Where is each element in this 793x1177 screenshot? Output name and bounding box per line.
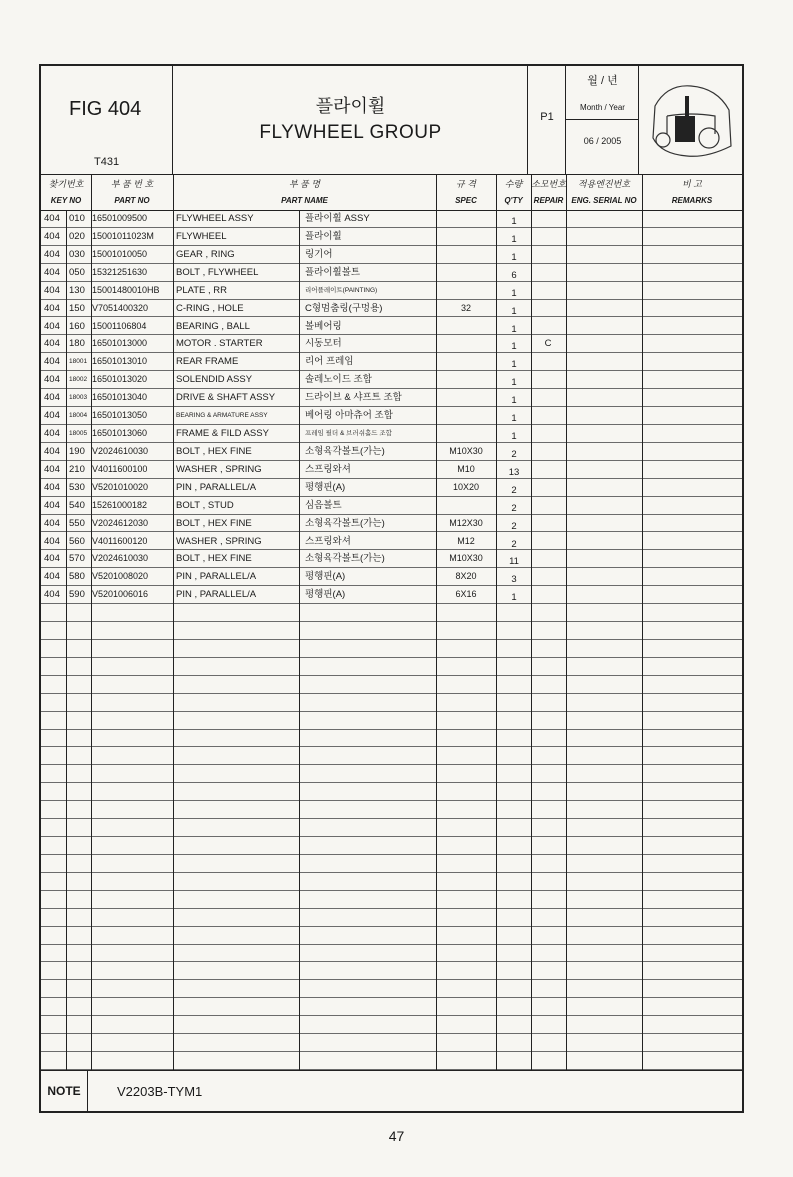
- table-row: [41, 694, 742, 712]
- part-name-korean: 드라이브 & 샤프트 조합: [305, 392, 402, 404]
- col-part-name: [173, 174, 436, 210]
- repair-code: [531, 371, 565, 388]
- table-row: [41, 282, 742, 300]
- part-name-korean: 플라이휠 ASSY: [305, 213, 370, 224]
- part-name-english: REAR FRAME: [176, 356, 239, 368]
- key-group: 404: [44, 338, 60, 350]
- key-number: 580: [69, 571, 85, 583]
- part-name-english: BEARING & ARMATURE ASSY: [176, 412, 268, 420]
- spec-value: M12X30: [449, 517, 483, 528]
- col-part-no: [91, 174, 173, 210]
- part-number: 16501013060: [92, 428, 148, 438]
- fig-cell: [41, 66, 173, 174]
- part-number: 15001480010HB: [92, 284, 160, 295]
- title-korean: 플라이휠: [315, 96, 386, 117]
- col-part-name-en: PART NAME: [281, 196, 328, 205]
- table-row: [41, 676, 742, 694]
- part-name-english: FLYWHEEL ASSY: [176, 213, 254, 224]
- page-cell: [528, 66, 566, 174]
- part-name-korean: 리어플레이트(PAINTING): [305, 286, 378, 294]
- key-group: 404: [44, 499, 60, 511]
- key-group: 404: [44, 428, 60, 439]
- table-row: [41, 1034, 742, 1052]
- table-row: [41, 515, 742, 533]
- tractor-icon: [647, 76, 735, 164]
- table-row: [41, 210, 742, 228]
- table-row: [41, 801, 742, 819]
- key-number: 190: [69, 445, 85, 457]
- part-name-korean: 소형육각볼트(가는): [305, 445, 385, 457]
- image-cell: [639, 66, 742, 174]
- key-group: 404: [44, 284, 60, 296]
- repair-code: [531, 389, 565, 406]
- spec-value: [437, 425, 495, 442]
- part-name-english: BEARING , BALL: [176, 320, 250, 332]
- table-row: [41, 891, 742, 909]
- key-group: 404: [44, 392, 60, 404]
- part-name-korean: 스프링와셔: [305, 463, 351, 475]
- key-number: 560: [69, 535, 85, 547]
- parts-sheet: [39, 64, 744, 1113]
- part-name-english: BOLT , FLYWHEEL: [176, 266, 259, 278]
- part-number: V2024610030: [92, 445, 149, 456]
- part-number: 16501009500: [92, 213, 148, 223]
- key-number: 18004: [69, 412, 88, 420]
- part-name-english: BOLT , STUD: [176, 499, 234, 511]
- spec-value: 8X20: [455, 571, 477, 582]
- qty-value: 1: [511, 413, 517, 425]
- key-number: 020: [69, 230, 85, 242]
- part-name-korean: 소형육각볼트(가는): [305, 553, 385, 565]
- part-name-korean: 플라이휠볼트: [305, 266, 361, 278]
- qty-value: 2: [511, 484, 517, 496]
- table-row: [41, 568, 742, 586]
- grid-line: [91, 174, 92, 1070]
- part-name-english: MOTOR . STARTER: [176, 338, 263, 350]
- part-name-korean: 링기어: [305, 248, 333, 260]
- key-number: 210: [69, 463, 85, 475]
- qty-value: 1: [511, 305, 517, 317]
- repair-code: [531, 318, 565, 335]
- qty-value: 2: [511, 538, 517, 550]
- part-name-korean: C형멈춤링(구멍용): [305, 302, 383, 314]
- repair-code: [531, 533, 565, 550]
- part-name-english: WASHER , SPRING: [176, 535, 262, 547]
- col-spec-en: SPEC: [455, 196, 477, 205]
- part-name-korean: 플라이휠: [305, 230, 342, 242]
- part-number: V2024612030: [92, 517, 149, 528]
- table-row: [41, 604, 742, 622]
- part-name-korean: 심음볼트: [305, 499, 342, 511]
- part-name-korean: 리어 프레임: [305, 356, 354, 368]
- part-name-english: PIN , PARALLEL/A: [176, 589, 257, 601]
- part-name-english: FRAME & FILD ASSY: [176, 428, 269, 439]
- table-row: [41, 461, 742, 479]
- spec-value: [437, 353, 495, 370]
- repair-code: [531, 407, 565, 424]
- key-number: 050: [69, 266, 85, 278]
- part-number: V2024610030: [92, 553, 149, 564]
- part-name-korean: 베어링 아마츄어 조합: [305, 410, 393, 422]
- key-group: 404: [44, 589, 60, 601]
- spec-value: [437, 210, 495, 227]
- col-remarks: [642, 174, 742, 210]
- table-row: [41, 909, 742, 927]
- table-row: [41, 407, 742, 425]
- key-group: 404: [44, 571, 60, 583]
- table-row: [41, 963, 742, 981]
- table-row: [41, 855, 742, 873]
- table-row: [41, 264, 742, 282]
- title-english: FLYWHEEL GROUP: [259, 122, 442, 143]
- qty-value: 2: [511, 520, 517, 532]
- table-row: [41, 533, 742, 551]
- spec-value: [437, 282, 495, 299]
- key-group: 404: [44, 535, 60, 547]
- part-number: 15001011023M: [92, 230, 154, 241]
- date-value: 06 / 2005: [583, 135, 622, 146]
- key-group: 404: [44, 374, 60, 386]
- part-name-english: DRIVE & SHAFT ASSY: [176, 392, 276, 404]
- spec-value: [437, 389, 495, 406]
- key-group: 404: [44, 463, 60, 475]
- col-serial-en: ENG. SERIAL NO: [571, 196, 637, 205]
- part-number: 16501013040: [92, 392, 148, 403]
- table-row: [41, 425, 742, 443]
- qty-value: 6: [511, 269, 517, 281]
- repair-code: [531, 461, 565, 478]
- col-part-no-en: PART NO: [114, 196, 150, 205]
- table-row: [41, 998, 742, 1016]
- title-cell: [173, 66, 528, 174]
- spec-value: [437, 407, 495, 424]
- key-group: 404: [44, 410, 60, 422]
- key-number: 160: [69, 320, 85, 332]
- qty-value: 1: [511, 431, 517, 442]
- repair-code: [531, 300, 565, 317]
- part-name-english: BOLT , HEX FINE: [176, 553, 252, 565]
- key-number: 030: [69, 248, 85, 260]
- date-label-korean: 월 / 년: [587, 75, 618, 87]
- table-row: [41, 819, 742, 837]
- date-cell: [566, 66, 639, 174]
- spec-value: [437, 371, 495, 388]
- grid-line: [66, 210, 67, 1070]
- fig-number: FIG 404: [69, 98, 142, 120]
- spec-value: 6X16: [455, 589, 477, 600]
- part-number: V5201010020: [92, 481, 149, 492]
- key-group: 404: [44, 356, 60, 368]
- key-number: 150: [69, 302, 85, 314]
- part-name-korean: 평행핀(A): [305, 589, 346, 601]
- table-row: [41, 318, 742, 336]
- part-number: 16501013000: [92, 338, 148, 349]
- repair-code: [531, 568, 565, 585]
- table-row: [41, 658, 742, 676]
- spec-value: 10X20: [452, 481, 480, 492]
- grid-line: [566, 174, 567, 1070]
- part-number: V4011600120: [92, 535, 148, 546]
- key-group: 404: [44, 266, 60, 278]
- repair-code: [531, 479, 565, 496]
- spec-value: [437, 497, 495, 514]
- part-number: 15321251630: [92, 266, 148, 277]
- date-label-english: Month / Year: [566, 96, 639, 120]
- repair-code: [531, 210, 565, 227]
- qty-value: 2: [511, 448, 517, 460]
- part-number: 16501013050: [92, 410, 148, 421]
- part-number: 16501013010: [92, 356, 148, 367]
- note-label: NOTE: [41, 1071, 88, 1112]
- key-number: 18002: [69, 376, 88, 384]
- repair-code: [531, 228, 565, 245]
- key-number: 130: [69, 284, 85, 296]
- part-name-korean: 시동모터: [305, 338, 342, 350]
- table-row: [41, 479, 742, 497]
- repair-code: [531, 425, 565, 442]
- table-row: [41, 353, 742, 371]
- repair-code: [531, 515, 565, 532]
- sheet-page: P1: [540, 111, 554, 123]
- table-row: [41, 730, 742, 748]
- key-number: 18005: [69, 430, 88, 437]
- table-row: [41, 927, 742, 945]
- repair-code: [531, 497, 565, 514]
- col-key-ko: 찾기번호: [48, 179, 84, 189]
- spec-value: M12: [457, 535, 475, 546]
- part-number: 16501013020: [92, 374, 148, 385]
- repair-code: [531, 443, 565, 460]
- part-name-korean: 평행핀(A): [305, 481, 346, 493]
- col-serial: [566, 174, 642, 210]
- grid-line: [436, 174, 437, 1070]
- spec-value: [437, 246, 495, 263]
- key-group: 404: [44, 230, 60, 242]
- repair-code: [531, 246, 565, 263]
- qty-value: 3: [511, 574, 517, 586]
- col-repair: [531, 174, 566, 210]
- parts-table-body: [41, 210, 742, 1070]
- key-number: 530: [69, 481, 85, 493]
- part-number: 15261000182: [92, 499, 148, 510]
- col-repair-en: REPAIR: [533, 196, 564, 205]
- repair-code: [531, 264, 565, 281]
- qty-value: 1: [511, 341, 517, 353]
- grid-line: [299, 210, 300, 1070]
- table-row: [41, 371, 742, 389]
- part-name-english: PLATE , RR: [176, 284, 228, 296]
- part-number: 15001010050: [92, 248, 148, 259]
- table-row: [41, 748, 742, 766]
- part-name-english: GEAR , RING: [176, 248, 235, 260]
- spec-value: M10X30: [449, 553, 483, 564]
- table-row: [41, 497, 742, 515]
- col-qty: [496, 174, 531, 210]
- key-group: 404: [44, 481, 60, 493]
- part-name-korean: 볼베어링: [305, 320, 342, 332]
- key-group: 404: [44, 320, 60, 332]
- key-number: 010: [69, 213, 85, 224]
- part-name-korean: 스프링와셔: [305, 535, 351, 547]
- table-row: [41, 443, 742, 461]
- col-qty-ko: 수량: [504, 179, 523, 189]
- key-group: 404: [44, 248, 60, 260]
- sheet-header: [41, 66, 742, 175]
- col-repair-ko: 소모번호: [531, 179, 566, 189]
- qty-value: 1: [511, 377, 517, 389]
- part-name-korean: 평행핀(A): [305, 571, 346, 583]
- grid-line: [173, 174, 174, 1070]
- spec-value: 32: [460, 302, 471, 313]
- repair-code: [531, 550, 565, 567]
- grid-line: [496, 174, 497, 1070]
- table-row: [41, 837, 742, 855]
- spec-value: [437, 228, 495, 245]
- key-number: 550: [69, 517, 85, 529]
- part-name-english: PIN , PARALLEL/A: [176, 481, 257, 493]
- part-name-english: FLYWHEEL: [176, 230, 227, 242]
- table-row: [41, 980, 742, 998]
- qty-value: 2: [511, 502, 517, 514]
- qty-value: 13: [508, 466, 520, 478]
- part-number: 15001106804: [92, 320, 147, 331]
- key-group: 404: [44, 445, 60, 457]
- key-group: 404: [44, 302, 60, 314]
- spec-value: [437, 335, 495, 352]
- table-row: [41, 1016, 742, 1034]
- col-part-no-ko: 부 품 번 호: [110, 179, 154, 189]
- qty-value: 1: [511, 592, 517, 604]
- grid-line: [531, 174, 532, 1070]
- part-name-english: BOLT , HEX FINE: [176, 445, 252, 457]
- part-name-english: C-RING , HOLE: [176, 302, 244, 314]
- part-number: V7051400320: [92, 302, 149, 313]
- part-name-korean: 프레임 필더 & 브러쉬홀드 조합: [305, 430, 392, 437]
- grid-line: [642, 174, 643, 1070]
- table-row: [41, 586, 742, 604]
- key-group: 404: [44, 553, 60, 565]
- qty-value: 1: [511, 233, 517, 245]
- part-name-english: BOLT , HEX FINE: [176, 517, 252, 529]
- table-row: [41, 300, 742, 318]
- part-number: V4011600100: [92, 463, 148, 474]
- note-text: V2203B-TYM1: [117, 1084, 203, 1099]
- part-name-english: PIN , PARALLEL/A: [176, 571, 257, 583]
- spec-value: M10: [457, 463, 475, 474]
- table-row: [41, 622, 742, 640]
- table-row: [41, 765, 742, 783]
- spec-value: [437, 318, 495, 335]
- repair-code: C: [544, 338, 552, 350]
- table-row: [41, 640, 742, 658]
- note-row: [41, 1070, 742, 1112]
- table-row: [41, 945, 742, 963]
- col-part-name-ko: 부 품 명: [288, 179, 321, 189]
- repair-code: [531, 586, 565, 603]
- table-row: [41, 1052, 742, 1070]
- table-row: [41, 389, 742, 407]
- qty-value: 1: [511, 287, 517, 299]
- qty-value: 1: [511, 216, 517, 227]
- qty-value: 1: [511, 359, 517, 371]
- repair-code: [531, 353, 565, 370]
- col-qty-en: Q'TY: [504, 196, 523, 205]
- part-number: V5201006016: [92, 589, 149, 600]
- table-row: [41, 873, 742, 891]
- col-spec-ko: 규 격: [456, 179, 476, 189]
- table-row: [41, 228, 742, 246]
- col-remarks-en: REMARKS: [671, 196, 713, 205]
- key-number: 180: [69, 338, 85, 350]
- key-number: 540: [69, 499, 85, 511]
- part-name-english: SOLENDID ASSY: [176, 374, 253, 386]
- col-serial-ko: 적용엔진번호: [577, 179, 631, 189]
- key-group: 404: [44, 213, 60, 224]
- page-number: 47: [388, 1128, 405, 1144]
- fig-code: T431: [94, 156, 120, 168]
- table-row: [41, 550, 742, 568]
- qty-value: 1: [511, 323, 517, 335]
- key-number: 570: [69, 553, 85, 565]
- date-value-wrap: [566, 120, 639, 174]
- qty-value: 1: [511, 395, 517, 407]
- part-name-korean: 소형육각볼트(가는): [305, 517, 385, 529]
- table-row: [41, 335, 742, 353]
- qty-value: 11: [509, 556, 519, 568]
- repair-code: [531, 282, 565, 299]
- column-header-row: [41, 174, 742, 211]
- table-row: [41, 783, 742, 801]
- key-number: 18003: [69, 394, 88, 402]
- table-row: [41, 712, 742, 730]
- col-key-en: KEY NO: [50, 196, 82, 205]
- part-number: V5201008020: [92, 571, 149, 582]
- col-spec: [436, 174, 496, 210]
- key-number: 590: [69, 589, 85, 601]
- col-remarks-ko: 비 고: [682, 179, 702, 189]
- table-row: [41, 246, 742, 264]
- part-name-english: WASHER , SPRING: [176, 463, 262, 475]
- key-number: 18001: [69, 358, 88, 366]
- part-name-korean: 솔레노이드 조합: [305, 374, 372, 386]
- spec-value: M10X30: [449, 445, 483, 456]
- qty-value: 1: [511, 251, 517, 263]
- key-group: 404: [44, 517, 60, 529]
- col-key-no: [41, 174, 91, 210]
- spec-value: [437, 264, 495, 281]
